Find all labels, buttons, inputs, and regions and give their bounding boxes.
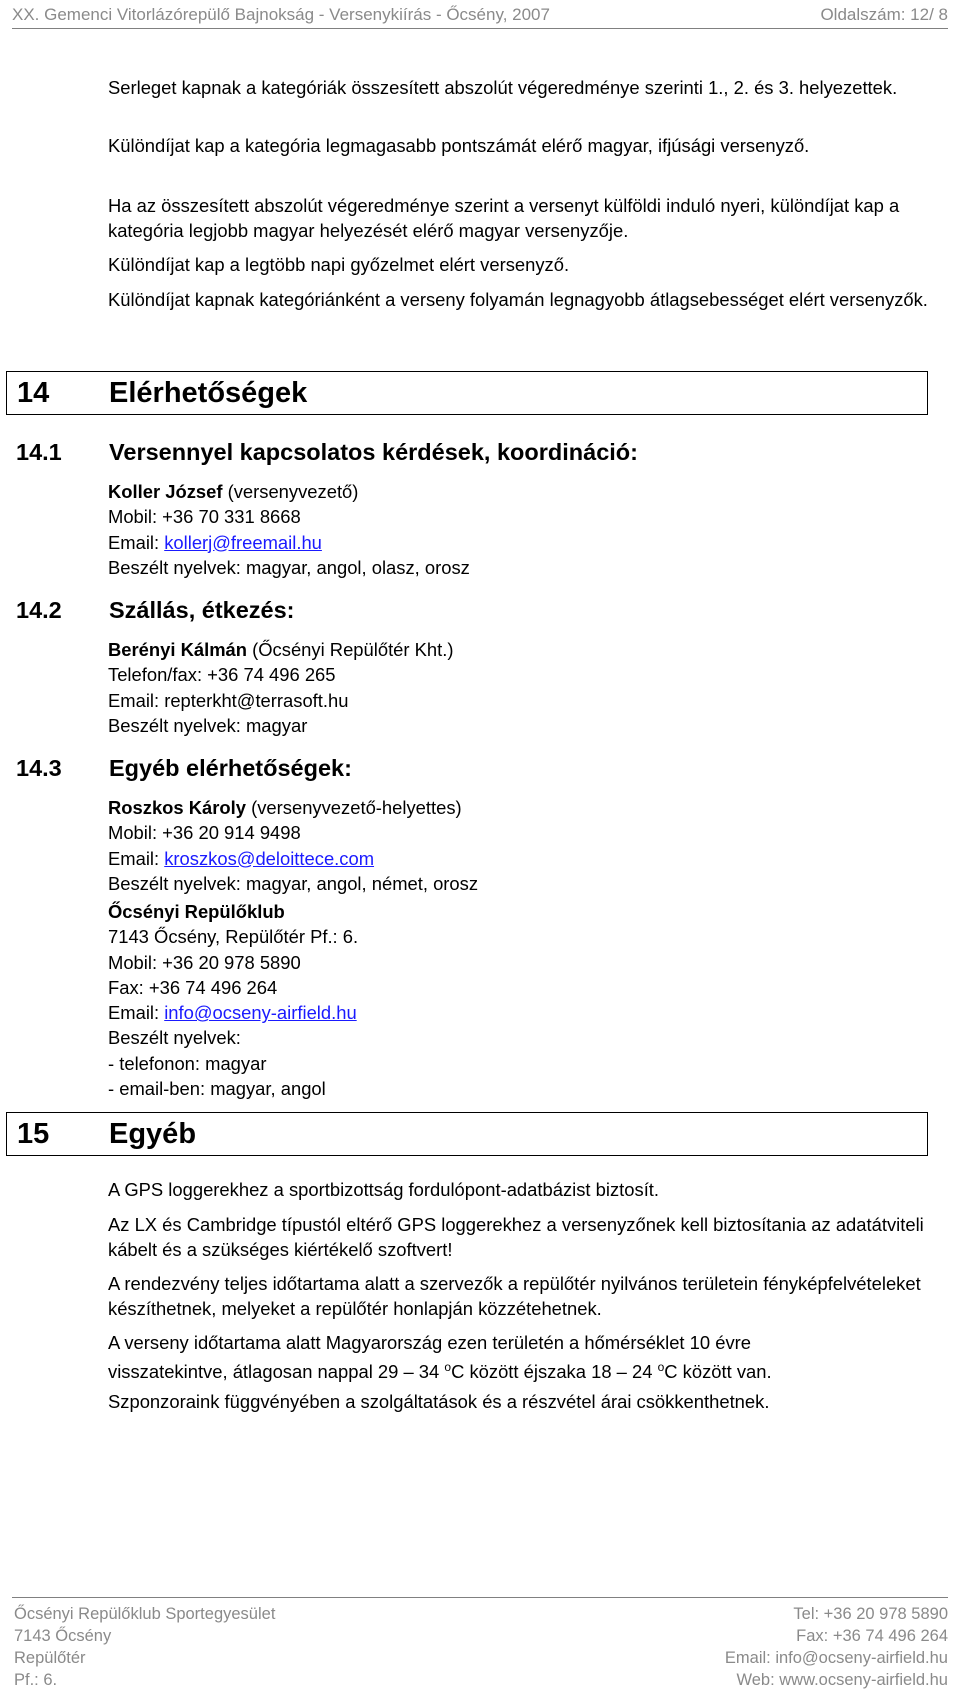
contact-mobile: Mobil: +36 20 914 9498 [108, 822, 301, 844]
contact-name: Roszkos Károly [108, 797, 246, 818]
temperature-text-a: visszatekintve, átlagosan nappal 29 – 34 [108, 1361, 445, 1383]
contact-languages: Beszélt nyelvek: magyar, angol, német, orosz [108, 872, 479, 894]
page-header [12, 2, 948, 29]
contact-languages: Beszélt nyelvek: magyar [108, 714, 308, 736]
contact-name: Koller József [108, 481, 223, 502]
footer-email: Email: info@ocseny-airfield.hu [724, 1649, 948, 1667]
section-heading-14 [6, 371, 928, 415]
footer-tel: Tel: +36 20 978 5890 [793, 1605, 948, 1623]
contact-roszkos [108, 795, 928, 896]
email-label: Email: [108, 847, 165, 869]
footer-fax: Fax: +36 74 496 264 [796, 1627, 948, 1645]
footer-org: Őcsényi Repülőklub Sportegyesület [14, 1605, 276, 1623]
club-languages-label: Beszélt nyelvek: [108, 1027, 241, 1049]
contact-koller [108, 479, 928, 580]
contact-role: (Őcsényi Repülőtér Kht.) [247, 639, 454, 660]
subsection-number: 14.3 [16, 755, 62, 781]
footer-web: Web: www.ocseny-airfield.hu [736, 1671, 948, 1689]
section-title: Egyéb [109, 1118, 197, 1150]
misc-paragraph-temperature [108, 1330, 928, 1384]
footer-contacts [725, 1603, 948, 1691]
degree-sup-2: o [657, 1360, 665, 1374]
misc-paragraph-photos: A rendezvény teljes időtartama alatt a szervezők a repülőtér nyilvános területein fényképfelvételeket készíthetnek, melyeket a repülőtér honlapján közzétehetnek. [108, 1273, 921, 1319]
contact-club [108, 899, 928, 1101]
misc-paragraph-sponsors: Szponzoraink függvényében a szolgáltatások és a részvétel árai csökkenthetnek. [108, 1391, 770, 1412]
footer-airfield: Repülőtér [14, 1649, 86, 1667]
temperature-line-1: A verseny időtartama alatt Magyarország ezen területén a hőmérséklet 10 évre [108, 1332, 751, 1353]
page-footer [12, 1597, 948, 1689]
club-lang-phone: - telefonon: magyar [108, 1052, 267, 1074]
misc-paragraph-gps: A GPS loggerekhez a sportbizottság fordulópont-adatbázist biztosít. [108, 1179, 660, 1200]
intro-paragraph-avg-speed: Különdíjat kapnak kategóriánként a verseny folyamán legnagyobb átlagsebességet elért versenyzők. [108, 289, 928, 310]
footer-city: 7143 Őcsény [14, 1627, 112, 1645]
subsection-number: 14.2 [16, 597, 62, 623]
section-heading-15 [6, 1112, 928, 1156]
contact-name: Berényi Kálmán [108, 639, 248, 660]
contact-role: (versenyvezető-helyettes) [245, 797, 462, 818]
club-fax: Fax: +36 74 496 264 [108, 976, 278, 998]
email-link-roszkos[interactable]: kroszkos@deloittece.com [164, 847, 375, 869]
header-title: XX. Gemenci Vitorlázórepülő Bajnokság - Versenykiírás - Őcsény, 2007 [12, 5, 550, 24]
footer-pobox: Pf.: 6. [14, 1671, 58, 1689]
subsection-title: Szállás, étkezés: [109, 597, 295, 623]
misc-paragraph-logger: Az LX és Cambridge típustól eltérő GPS loggerekhez a versenyzőnek kell biztosítania az adatátviteli kábelt és a szükséges kiértékelő szoftvert! [108, 1214, 924, 1260]
club-mobile: Mobil: +36 20 978 5890 [108, 951, 301, 973]
intro-paragraph-daily-wins: Különdíjat kap a legtöbb napi győzelmet elért versenyző. [108, 254, 570, 275]
section-number: 14 [17, 377, 50, 409]
footer-address [14, 1603, 275, 1691]
subsection-number: 14.1 [16, 439, 62, 465]
contact-role: (versenyvezető) [222, 481, 359, 502]
temperature-text-c: C között van. [664, 1361, 772, 1383]
club-lang-email: - email-ben: magyar, angol [108, 1078, 326, 1100]
email-label: Email: [108, 1002, 165, 1024]
contact-berenyi [108, 637, 928, 738]
contact-languages: Beszélt nyelvek: magyar, angol, olasz, orosz [108, 556, 470, 578]
section-number: 15 [17, 1118, 50, 1150]
intro-paragraph-trophy: Serleget kapnak a kategóriák összesített abszolút végeredménye szerinti 1., 2. és 3. helyezettek. [108, 77, 898, 98]
subsection-title: Versennyel kapcsolatos kérdések, koordináció: [109, 439, 638, 465]
email-link-koller[interactable]: kollerj@freemail.hu [164, 531, 322, 553]
email-link-club[interactable]: info@ocseny-airfield.hu [164, 1002, 357, 1024]
subsection-title: Egyéb elérhetőségek: [109, 755, 352, 781]
club-address: 7143 Őcsény, Repülőtér Pf.: 6. [108, 926, 359, 948]
intro-paragraph-foreign-winner: Ha az összesített abszolút végeredménye szerint a versenyt külföldi induló nyeri, különdíjat kap a kategória legjobb magyar helyezését elérő magyar versenyzője. [108, 195, 900, 241]
contact-phone: Telefon/fax: +36 74 496 265 [108, 664, 336, 686]
email-label: Email: [108, 531, 165, 553]
club-name: Őcsényi Repülőklub [108, 901, 285, 922]
temperature-line-2 [108, 1355, 928, 1384]
page-number: Oldalszám: 12/ 8 [820, 5, 948, 24]
contact-email: Email: repterkht@terrasoft.hu [108, 689, 349, 711]
contact-mobile: Mobil: +36 70 331 8668 [108, 506, 301, 528]
section-title: Elérhetőségek [109, 377, 308, 409]
temperature-text-b: C között éjszaka 18 – 24 [451, 1361, 658, 1383]
intro-paragraph-youth-prize: Különdíjat kap a kategória legmagasabb pontszámát elérő magyar, ifjúsági versenyző. [108, 135, 810, 156]
degree-sup-1: o [444, 1360, 452, 1374]
